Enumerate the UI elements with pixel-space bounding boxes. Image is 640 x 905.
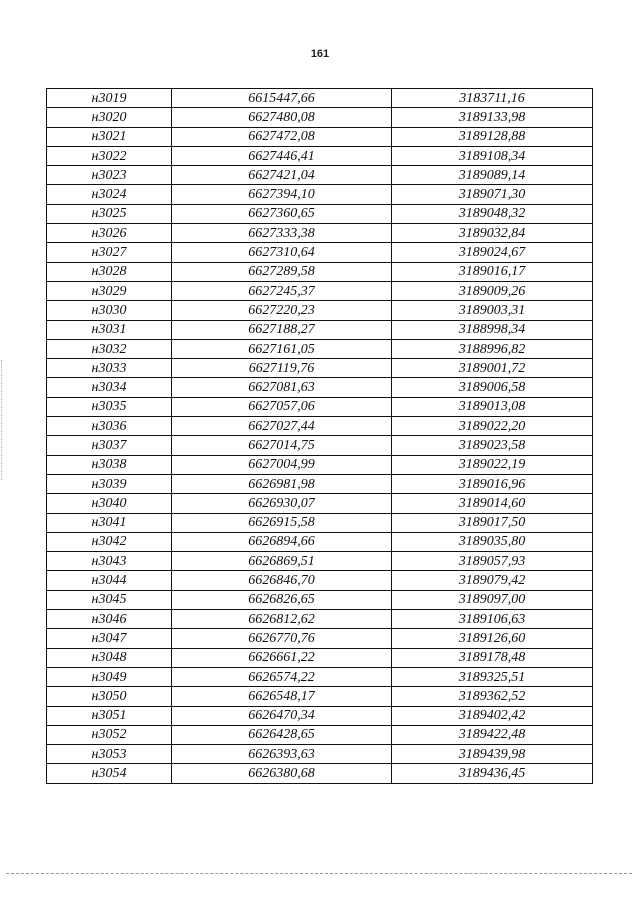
x-coordinate-cell: 6626981,98	[172, 474, 392, 493]
x-coordinate-cell: 6626661,22	[172, 648, 392, 667]
y-coordinate-cell: 3189133,98	[392, 108, 593, 127]
table-row	[47, 648, 593, 667]
y-coordinate-cell: 3189014,60	[392, 494, 593, 513]
x-coordinate-cell: 6626846,70	[172, 571, 392, 590]
x-coordinate-cell: 6627119,76	[172, 359, 392, 378]
x-coordinate-cell: 6626930,07	[172, 494, 392, 513]
y-coordinate-cell: 3189178,48	[392, 648, 593, 667]
table-row	[47, 185, 593, 204]
x-coordinate-cell: 6627004,99	[172, 455, 392, 474]
x-coordinate-cell: 6627394,10	[172, 185, 392, 204]
point-id-cell: н3045	[47, 590, 172, 609]
table-row	[47, 108, 593, 127]
point-id-cell: н3049	[47, 667, 172, 686]
point-id-cell: н3031	[47, 320, 172, 339]
y-coordinate-cell: 3189003,31	[392, 301, 593, 320]
point-id-cell: н3041	[47, 513, 172, 532]
point-id-cell: н3036	[47, 417, 172, 436]
table-row	[47, 243, 593, 262]
y-coordinate-cell: 3189089,14	[392, 166, 593, 185]
x-coordinate-cell: 6627480,08	[172, 108, 392, 127]
y-coordinate-cell: 3189032,84	[392, 224, 593, 243]
table-row	[47, 166, 593, 185]
table-row	[47, 725, 593, 744]
point-id-cell: н3037	[47, 436, 172, 455]
y-coordinate-cell: 3189001,72	[392, 359, 593, 378]
x-coordinate-cell: 6627245,37	[172, 281, 392, 300]
y-coordinate-cell: 3189126,60	[392, 629, 593, 648]
table-row	[47, 494, 593, 513]
point-id-cell: н3047	[47, 629, 172, 648]
x-coordinate-cell: 6626428,65	[172, 725, 392, 744]
point-id-cell: н3039	[47, 474, 172, 493]
y-coordinate-cell: 3189013,08	[392, 397, 593, 416]
y-coordinate-cell: 3189422,48	[392, 725, 593, 744]
table-row	[47, 571, 593, 590]
y-coordinate-cell: 3189108,34	[392, 146, 593, 165]
point-id-cell: н3027	[47, 243, 172, 262]
x-coordinate-cell: 6627310,64	[172, 243, 392, 262]
table-row	[47, 610, 593, 629]
y-coordinate-cell: 3189048,32	[392, 204, 593, 223]
point-id-cell: н3048	[47, 648, 172, 667]
y-coordinate-cell: 3189079,42	[392, 571, 593, 590]
point-id-cell: н3046	[47, 610, 172, 629]
x-coordinate-cell: 6626826,65	[172, 590, 392, 609]
y-coordinate-cell: 3189071,30	[392, 185, 593, 204]
table-row	[47, 629, 593, 648]
point-id-cell: н3040	[47, 494, 172, 513]
y-coordinate-cell: 3189016,17	[392, 262, 593, 281]
y-coordinate-cell: 3189009,26	[392, 281, 593, 300]
table-row	[47, 378, 593, 397]
point-id-cell: н3042	[47, 532, 172, 551]
x-coordinate-cell: 6626915,58	[172, 513, 392, 532]
table-row	[47, 301, 593, 320]
table-row	[47, 455, 593, 474]
y-coordinate-cell: 3189325,51	[392, 667, 593, 686]
point-id-cell: н3034	[47, 378, 172, 397]
scan-footer-line	[6, 873, 632, 874]
y-coordinate-cell: 3188996,82	[392, 339, 593, 358]
table-row	[47, 436, 593, 455]
point-id-cell: н3035	[47, 397, 172, 416]
y-coordinate-cell: 3189006,58	[392, 378, 593, 397]
x-coordinate-cell: 6627220,23	[172, 301, 392, 320]
x-coordinate-cell: 6627081,63	[172, 378, 392, 397]
x-coordinate-cell: 6627014,75	[172, 436, 392, 455]
coordinates-table	[46, 88, 593, 784]
point-id-cell: н3028	[47, 262, 172, 281]
point-id-cell: н3038	[47, 455, 172, 474]
table-row	[47, 127, 593, 146]
table-row	[47, 745, 593, 764]
table-row	[47, 667, 593, 686]
point-id-cell: н3024	[47, 185, 172, 204]
x-coordinate-cell: 6627333,38	[172, 224, 392, 243]
table-row	[47, 204, 593, 223]
table-row	[47, 397, 593, 416]
point-id-cell: н3029	[47, 281, 172, 300]
point-id-cell: н3033	[47, 359, 172, 378]
table-row	[47, 89, 593, 108]
y-coordinate-cell: 3189106,63	[392, 610, 593, 629]
x-coordinate-cell: 6627446,41	[172, 146, 392, 165]
y-coordinate-cell: 3189023,58	[392, 436, 593, 455]
x-coordinate-cell: 6626869,51	[172, 552, 392, 571]
table-row	[47, 474, 593, 493]
y-coordinate-cell: 3189439,98	[392, 745, 593, 764]
point-id-cell: н3019	[47, 89, 172, 108]
table-row	[47, 320, 593, 339]
y-coordinate-cell: 3189035,80	[392, 532, 593, 551]
table-row	[47, 706, 593, 725]
table-row	[47, 262, 593, 281]
table-row	[47, 224, 593, 243]
point-id-cell: н3054	[47, 764, 172, 783]
y-coordinate-cell: 3189016,96	[392, 474, 593, 493]
point-id-cell: н3025	[47, 204, 172, 223]
table-row	[47, 359, 593, 378]
point-id-cell: н3053	[47, 745, 172, 764]
table-row	[47, 552, 593, 571]
point-id-cell: н3023	[47, 166, 172, 185]
table-row	[47, 513, 593, 532]
table-row	[47, 281, 593, 300]
y-coordinate-cell: 3189017,50	[392, 513, 593, 532]
x-coordinate-cell: 6626548,17	[172, 687, 392, 706]
y-coordinate-cell: 3188998,34	[392, 320, 593, 339]
coordinates-table-body	[47, 89, 593, 784]
y-coordinate-cell: 3189128,88	[392, 127, 593, 146]
x-coordinate-cell: 6627421,04	[172, 166, 392, 185]
point-id-cell: н3021	[47, 127, 172, 146]
point-id-cell: н3032	[47, 339, 172, 358]
x-coordinate-cell: 6615447,66	[172, 89, 392, 108]
y-coordinate-cell: 3189057,93	[392, 552, 593, 571]
x-coordinate-cell: 6626574,22	[172, 667, 392, 686]
x-coordinate-cell: 6626770,76	[172, 629, 392, 648]
point-id-cell: н3022	[47, 146, 172, 165]
y-coordinate-cell: 3189362,52	[392, 687, 593, 706]
y-coordinate-cell: 3189022,19	[392, 455, 593, 474]
x-coordinate-cell: 6627188,27	[172, 320, 392, 339]
y-coordinate-cell: 3189024,67	[392, 243, 593, 262]
point-id-cell: н3043	[47, 552, 172, 571]
x-coordinate-cell: 6626393,63	[172, 745, 392, 764]
x-coordinate-cell: 6627161,05	[172, 339, 392, 358]
table-row	[47, 417, 593, 436]
table-row	[47, 532, 593, 551]
x-coordinate-cell: 6626894,66	[172, 532, 392, 551]
x-coordinate-cell: 6627289,58	[172, 262, 392, 281]
table-row	[47, 146, 593, 165]
x-coordinate-cell: 6626812,62	[172, 610, 392, 629]
table-row	[47, 590, 593, 609]
scan-edge-mark	[1, 360, 2, 480]
y-coordinate-cell: 3183711,16	[392, 89, 593, 108]
table-row	[47, 764, 593, 783]
point-id-cell: н3030	[47, 301, 172, 320]
x-coordinate-cell: 6626380,68	[172, 764, 392, 783]
y-coordinate-cell: 3189402,42	[392, 706, 593, 725]
point-id-cell: н3052	[47, 725, 172, 744]
point-id-cell: н3044	[47, 571, 172, 590]
page-number: 161	[310, 48, 330, 60]
point-id-cell: н3051	[47, 706, 172, 725]
x-coordinate-cell: 6627472,08	[172, 127, 392, 146]
y-coordinate-cell: 3189097,00	[392, 590, 593, 609]
y-coordinate-cell: 3189022,20	[392, 417, 593, 436]
table-row	[47, 339, 593, 358]
point-id-cell: н3050	[47, 687, 172, 706]
point-id-cell: н3020	[47, 108, 172, 127]
x-coordinate-cell: 6627057,06	[172, 397, 392, 416]
point-id-cell: н3026	[47, 224, 172, 243]
table-row	[47, 687, 593, 706]
x-coordinate-cell: 6626470,34	[172, 706, 392, 725]
x-coordinate-cell: 6627027,44	[172, 417, 392, 436]
y-coordinate-cell: 3189436,45	[392, 764, 593, 783]
x-coordinate-cell: 6627360,65	[172, 204, 392, 223]
